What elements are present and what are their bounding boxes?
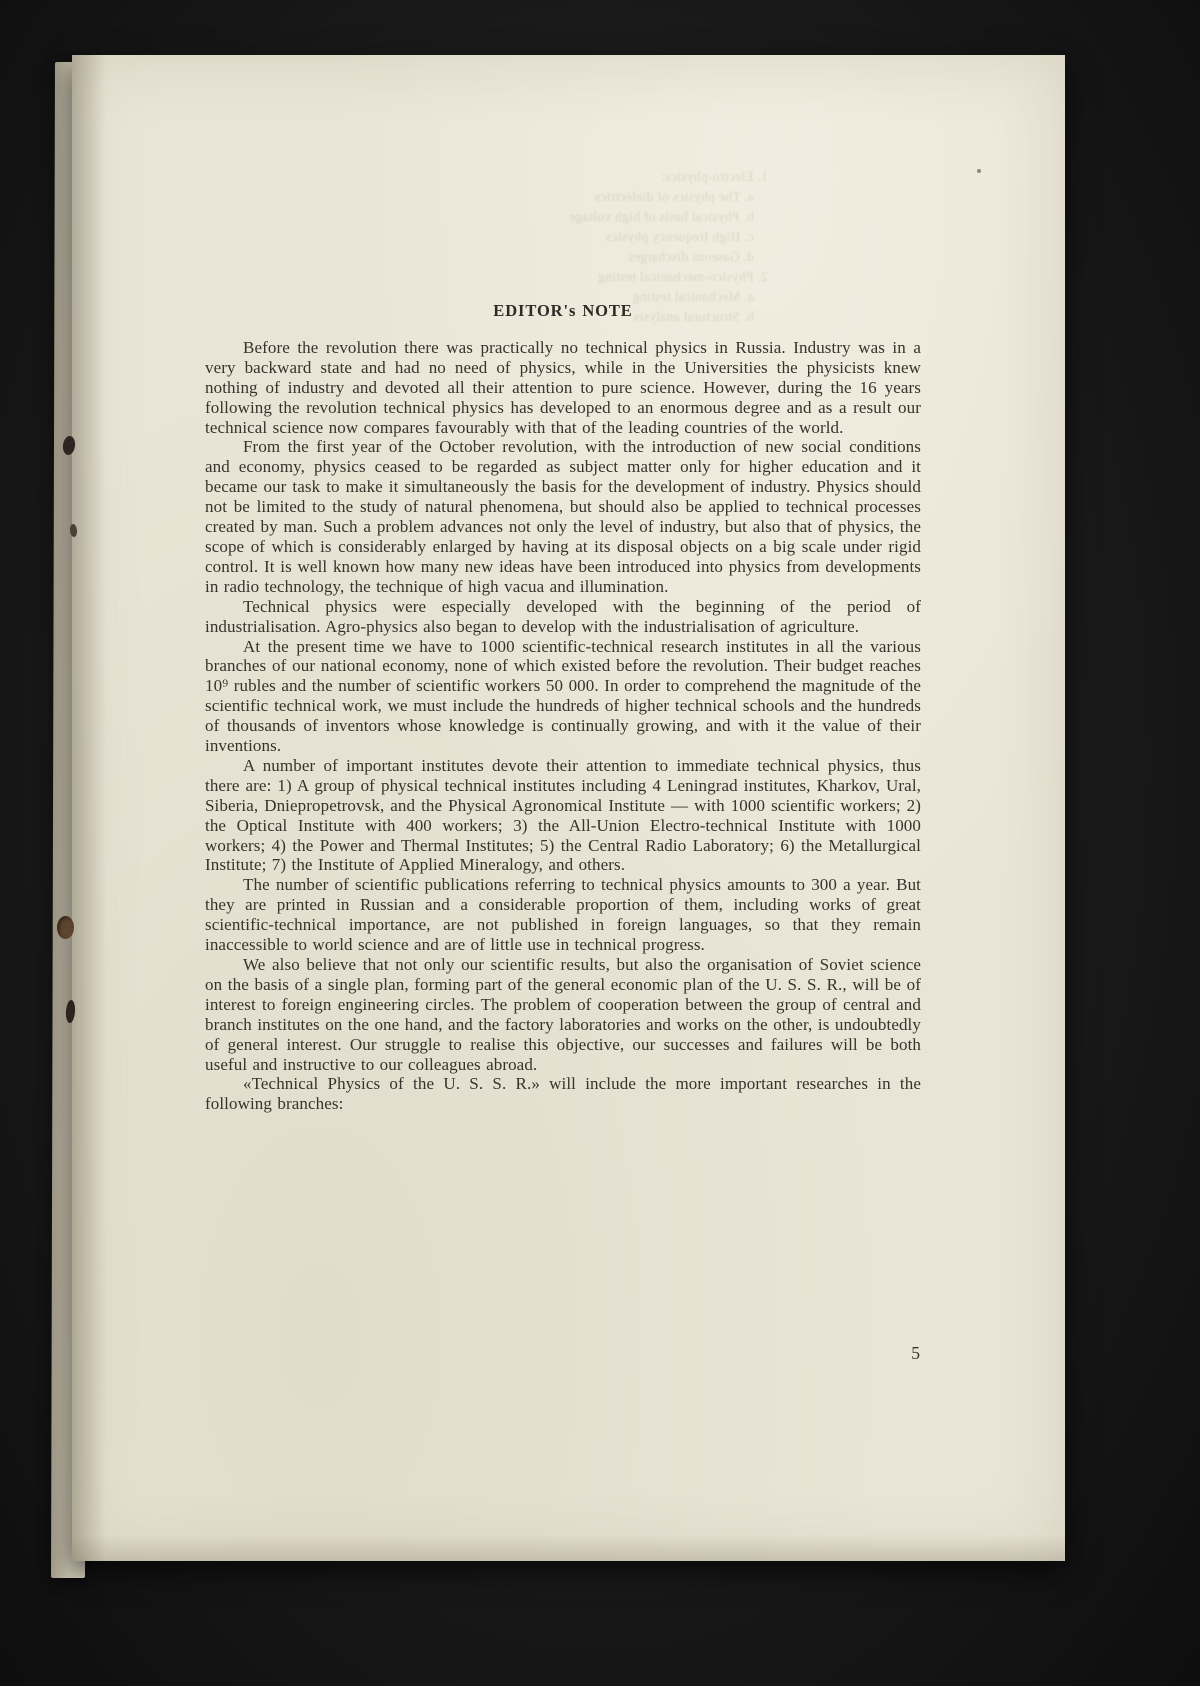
paragraph: At the present time we have to 1000 scientific-technical research institutes in all the various branches of our national economy, none of which existed before the revolution. Their budget reaches 10⁹ rubles and the number of scientific workers 50 000. In order to comprehend the magnitude of the scientific technical work, we must include the hundreds of higher technical schools and the hundreds of thousands of inventors whose knowledge is continually growing, and with it the value of their inventions. <box>205 636 921 756</box>
show-through-line: a. Mechanical testing <box>632 289 754 304</box>
show-through-line: 2. Physico-mechanical testing <box>597 269 768 284</box>
document-page <box>72 55 1065 1561</box>
page-heading: EDITOR's NOTE <box>493 301 633 320</box>
paper-speck <box>977 169 981 173</box>
paragraph: A number of important institutes devote their attention to immediate technical physics, thus there are: 1) A group of physical technical institutes including 4 Leningrad institutes, Kharkov, Ural, Siberia, Dniepropetrovsk, and the Physical Agronomical Institute — with 1000 scientific workers; 2) the Optical Institute with 400 workers; 3) the All-Union Electro-technical Institute with 1000 workers; 4) the Power and Thermal Institutes; 5) the Central Radio Laboratory; 6) the Metallurgical Institute; 7) the Institute of Applied Mineralogy, and others. <box>205 755 921 875</box>
text-block <box>205 301 921 1114</box>
binding-stitch <box>57 916 74 939</box>
paragraph: The number of scientific publications referring to technical physics amounts to 300 a year. But they are printed in Russian and a considerable proportion of them, including works of great scientific-technical importance, are not published in foreign languages, so that they remain inaccessible to world science and are of little use in technical progress. <box>205 875 921 955</box>
show-through-line: 1. Electro-physics: <box>661 169 768 184</box>
paragraph: From the first year of the October revolution, with the introduction of new social conditions and economy, physics ceased to be regarded as subject matter only for higher education and it became our task to make it simultaneously the basis for the development of industry. Physics should not be limited to the study of natural phenomena, but should also be applied to technical processes created by man. Such a problem advances not only the level of industry, but also that of physics, the scope of which is considerably enlarged by having at its disposal objects on a big scale under rigid control. It is well known how many new ideas have been introduced into physics from developments in radio technology, the technique of high vacua and illumination. <box>205 437 921 596</box>
show-through-line: b. Structural analysis <box>633 309 754 324</box>
page-number: 5 <box>911 1343 920 1363</box>
paragraph: «Technical Physics of the U. S. S. R.» will include the more important researches in the following branches: <box>205 1074 921 1114</box>
paragraph: Before the revolution there was practically no technical physics in Russia. Industry was in a very backward state and had no need of physics, while in the Universities the physicists knew nothing of industry and devoted all their attention to pure science. However, during the 16 years following the revolution technical physics has developed to an enormous degree and as a result our technical science now compares favourably with that of the leading countries of the world. <box>205 337 921 437</box>
show-through-line: d. Gaseous discharges <box>628 249 754 264</box>
show-through-line: c. High frequency physics <box>605 229 754 244</box>
show-through-line: a. The physics of dielectrics <box>594 189 754 204</box>
show-through-line: b. Physical basis of high voltage <box>569 209 754 224</box>
paragraph: We also believe that not only our scientific results, but also the organisation of Soviet science on the basis of a single plan, forming part of the general economic plan of the U. S. S. R., will be of interest to foreign engineering circles. The problem of cooperation between the group of central and branch institutes on the one hand, and the factory laboratories and works on the other, is undoubtedly of general interest. Our struggle to realise this objective, our successes and failures will be both useful and instructive to our colleagues abroad. <box>205 955 921 1074</box>
paragraph: Technical physics were especially developed with the beginning of the period of industrialisation. Agro-physics also began to develop with the industrialisation of agriculture. <box>205 596 921 636</box>
